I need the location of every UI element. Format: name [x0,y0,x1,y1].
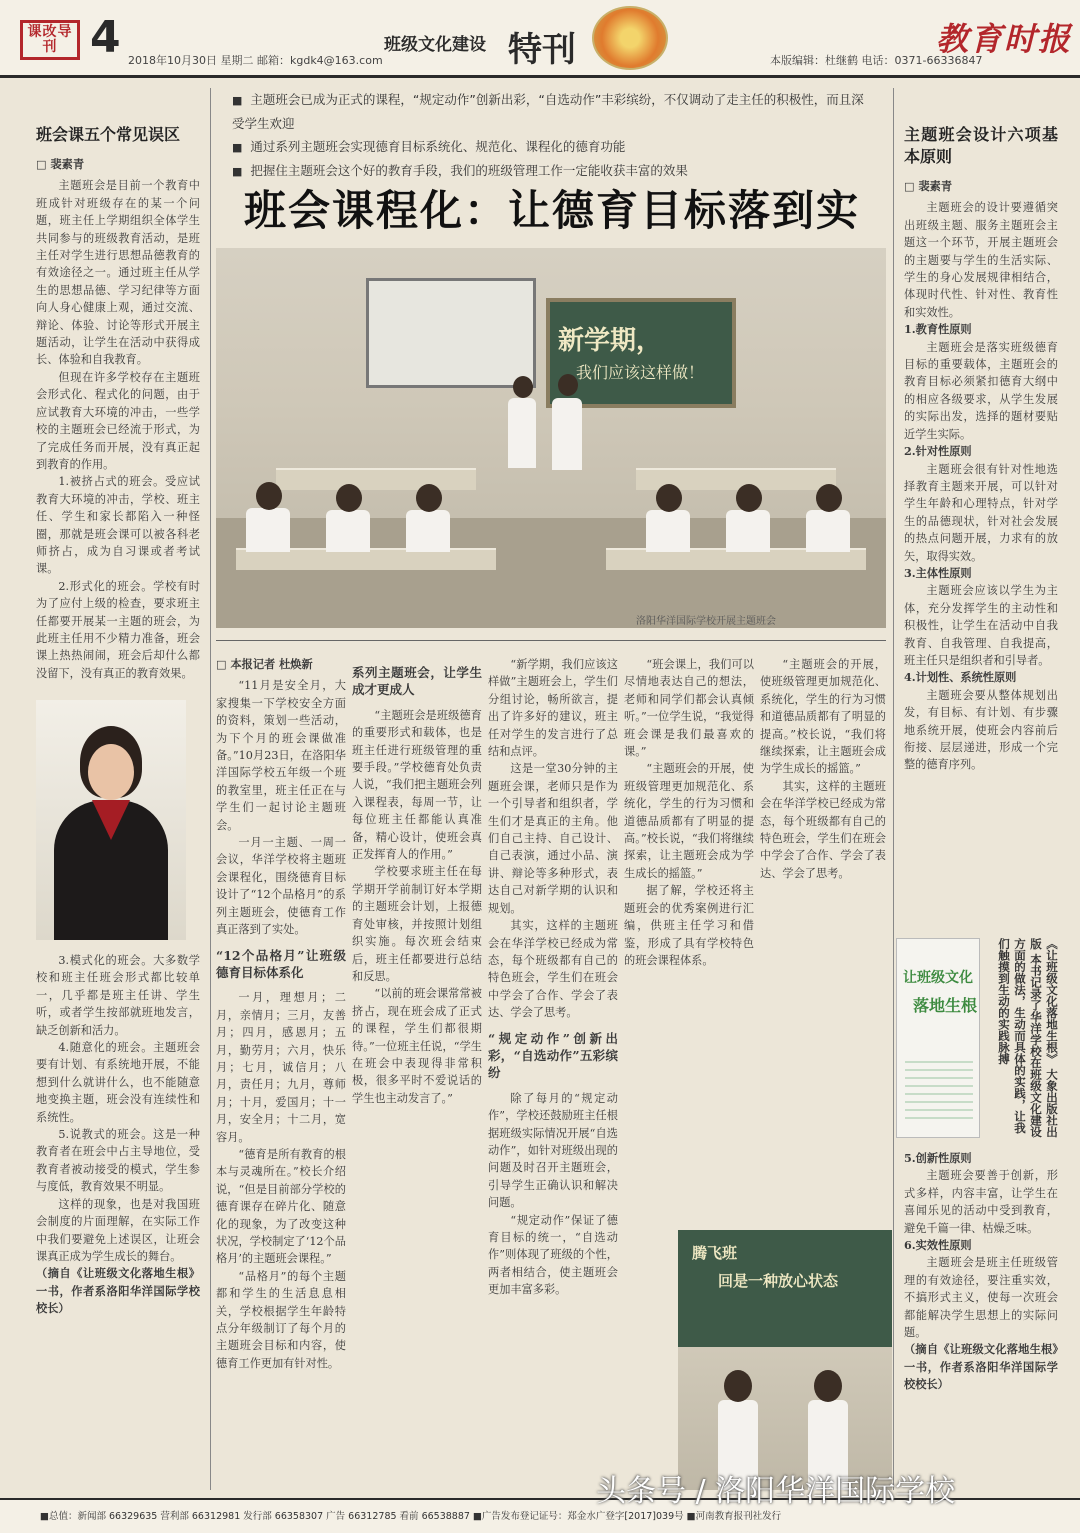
student-seated [726,510,770,552]
paragraph: “班会课上，我们可以尽情地表达自己的想法，老师和同学们都会认真倾听。”一位学生说，“我觉得班会课是我们最喜欢的课。” [624,658,754,759]
student-head [558,374,578,396]
left-article-title: 班会课五个常见误区 [36,125,181,144]
student-seated [646,510,690,552]
summary-bullet: ■ 主题班会已成为正式的课程，“规定动作”创新出彩，“自选动作”丰彩缤纷，不仅调动了走主任的积极性，而且深受学生欢迎 [232,88,872,135]
paragraph: 5.说教式的班会。这是一种教育者在班会中占主导地位，受教育者被动接受的模式，学生参与度低，教育效果不明显。 [36,1128,200,1194]
paragraph: 这是一堂30分钟的主题班会课，老师只是作为一个引导者和组织者，学生们才是真正的主角。他们自己主持、自己设计、自己表演，通过小品、演讲、辩论等多种形式，表达自己对新学期的认识和规划。 [488,762,618,915]
paragraph: 主题班会很有针对性地选择教育主题来开展，可以针对学生年龄和心理特点，针对学生的品德现状，针对社会发展的热点问题开展，力求有的放矢，取得实效。 [904,462,1058,563]
paragraph: 主题班会是班主任班级管理的有效途径，要注重实效，不搞形式主义，使每一次班会都能解决学生思想上的实际问题。 [904,1256,1058,1340]
subheading: 系列主题班会，让学生成才更成人 [352,665,482,698]
principle-heading: 4.计划性、系统性原则 [904,670,1017,685]
portrait-face [88,744,134,800]
right-article-title: 主题班会设计六项基本原则 [904,125,1058,166]
student-head [736,484,762,512]
article-column-5 [760,656,886,1216]
principle-heading: 5.创新性原则 [904,1151,972,1165]
row-rule [216,640,886,641]
paragraph: “以前的班会课常常被挤占，现在班会成了正式的课程，学生们都很期待。”一位班主任说，“学生在班会中表现得非常积极，很多平时不爱说话的学生也主动发言了。” [352,987,482,1105]
kegai-logo: 课改导刊 [20,20,80,60]
paragraph: 3.模式化的班会。大多数学校和班主任班会形式都比较单一，几乎都是班主任讲、学生听，或者学生按部就班地发言，缺乏创新和活力。 [36,954,200,1037]
student-head [816,484,842,512]
paragraph: 这样的现象，也是对我国班会制度的片面理解，在实际工作中我们要避免上述误区，让班会课真正成为学生成长的舞台。 [36,1197,200,1263]
paragraph: “新学期，我们应该这样做”主题班会上，学生们分组讨论，畅所欲言，提出了许多好的建议，班主任对学生的发言进行了总结和点评。 [488,658,618,759]
paragraph: “规定动作”保证了德育目标的统一，“自选动作”则体现了班级的个性，两者相结合，使主题班会更加丰富多彩。 [488,1213,618,1297]
paragraph: “品格月”的每个主题都和学生的生活息息相关，学校根据学生年龄特点分年级制订了每个月的主题班会目标和内容，使德育工作更加有针对性。 [216,1269,346,1370]
source-note: （摘自《让班级文化落地生根》一书，作者系洛阳华洋国际学校校长） [904,1342,1058,1392]
summary-bullet: ■ 通过系列主题班会实现德育目标系统化、规范化、课程化的德育功能 [232,135,872,159]
paragraph: “主题班会的开展，使班级管理更加规范化、系统化，学生的行为习惯和道德品质都有了明显的提高。”校长说，“我们将继续探索，让主题班会成为学生成长的摇篮。” [624,762,754,880]
author-portrait [36,700,186,940]
board-text: 腾飞班 [692,1244,738,1262]
student-seated [406,510,450,552]
paragraph: 主题班会是落实班级德育目标的重要载体，主题班会的教育目标必须紧扣德育大纲中的相应各级要求，从学生发展的实际出发，选择的题材要贴近学生实际。 [904,340,1058,441]
subheading: “规定动作”创新出彩，“自选动作”五彩缤纷 [488,1030,618,1081]
principle-heading: 1.教育性原则 [904,322,972,337]
board-text: 回是一种放心状态 [718,1272,839,1290]
paragraph: 主题班会的设计要遵循突出班级主题、服务主题班会主题这一个环节，开展主题班会的主题要与学生的生活实际、学生的身心发展规律相结合，体现时代性、针对性、教育性和实效性。 [904,201,1058,319]
right-article [904,124,1058,930]
date-line: 2018年10月30日 星期二 邮箱：kgdk4@163.com [128,54,383,67]
principle-heading: 3.主体性原则 [904,565,972,580]
editor-line: 本版编辑：杜继鹤 电话：0371-66336847 [770,54,983,67]
page-number: 4 [90,12,121,63]
book-title: 让班级文化 [903,970,973,986]
watermark: 头条号 / 洛阳华洋国际学校 [596,1474,956,1509]
student-seated [246,508,290,552]
board-text: 新学期， [558,326,663,356]
desk [276,468,476,490]
subheading: “12个品格月”让班级德育目标体系化 [216,947,346,980]
paragraph: 主题班会是目前一个教育中班成针对班级存在的某一个问题，班主任上学期组织全体学生共同参与的班级教育活动，是班主任对学生进行思想品德教育的有效途径之一。通过班主任从学生的思想品德、学习纪律等方面向人身心健康上观，通过交流、辩论、体验、讨论等形式开展主题活动，让学生在活动中获得成长、体验和自我教育。 [36,179,200,367]
paragraph: “主题班会是班级德育的重要形式和载体，也是班主任进行班级管理的重要手段。”学校德育处负责人说，“我们把主题班会列入课程表，每周一节，让每位班主任都能认真准备，精心设计，使班会真正发挥育人的作用。” [352,708,482,862]
student-head [513,376,533,398]
paragraph: 其实，这样的主题班会在华洋学校已经成为常态，每个班级都有自己的特色班会，学生们在班会中学会了合作、学会了表达、学会了思考。 [760,779,886,880]
principle-heading: 2.针对性原则 [904,444,972,459]
principle-heading: 6.实效性原则 [904,1238,972,1253]
section-title: 班级文化建设 [384,35,486,55]
paragraph: “主题班会的开展，使班级管理更加规范化、系统化，学生的行为习惯和道德品质都有了明显的提高。”校长说，“我们将继续探索，让主题班会成为学生成长的摇篮。” [760,658,886,776]
column-rule [893,88,894,1490]
classroom-photo [216,248,886,628]
footer-text: ■总值：新闻部 66329635 营利部 66312981 发行部 66358307 广告 66312785 看前 66538887 ■广告发布登记证号：郑金水广登字[2017]039号 ■河南教育报刊社发行 [40,1511,782,1522]
student-head [416,484,442,512]
right-article-bottom [904,1150,1058,1490]
paragraph: 除了每月的“规定动作”，学校还鼓励班主任根据班级实际情况开展“自选动作”，如针对班级出现的问题及时召开主题班会，引导学生正确认识和解决问题。 [488,1091,618,1210]
reporter-byline: □ 本报记者 杜焕新 [216,657,313,671]
student-standing [508,398,536,468]
board-text: 我们应该这样做！ [576,363,705,382]
paragraph: 但现在许多学校存在主题班会形式化、程式化的问题，由于应试教育大环境的冲击，一些学校的主题班会已经流于形式，为了完成任务而开展，没有真正起到教育的作用。 [36,370,200,471]
column-rule [210,88,211,1490]
class-board-photo [678,1230,892,1490]
paragraph: 2.形式化的班会。学校有时为了应付上级的检查，要求班主任都要开展某一主题的班会，为此班主任用不少精力准备，班会课上热热闹闹，班会后却什么都没留下，没有真正的教育效果。 [36,579,200,680]
book-illustration [905,1059,973,1119]
article-column-4 [624,656,754,1216]
left-article-top [36,124,200,689]
student-head [814,1370,842,1402]
special-label: 特刊 [508,30,576,70]
paragraph: 4.随意化的班会。主题班会要有计划、有系统地开展，不能想到什么就讲什么，也不能随意地变换主题，班会没有连续性和系统性。 [36,1041,200,1124]
paragraph: 1.被挤占式的班会。受应试教育大环境的冲击，学校、班主任、学生和家长都陷入一种怪圈，那就是班会课可以被各科老师挤占，成为自习课或者考试课。 [36,475,200,576]
student-head [724,1370,752,1402]
classroom-floor [216,518,886,628]
projector-screen [366,278,536,388]
article-column-3 [488,656,618,1490]
book-title: 落地生根 [913,996,978,1015]
main-headline: 班会课程化：让德育目标落到实 [243,186,860,235]
student-head [256,482,282,510]
book-caption: 《让班级文化落地生根》 大象出版社出版 本书记录了华洋学校在班级文化建设方面的做法，生动而具体的实践，让我们触摸到生动的实践脉搏 [997,938,1059,1138]
paragraph: 据了解，学校还将主题班会的优秀案例进行汇编，供班主任学习和借鉴，形成了具有学校特色的班会课程体系。 [624,884,754,967]
emblem-icon [592,6,668,70]
paragraph: 其实，这样的主题班会在华洋学校已经成为常态，每个班级都有自己的特色班会，学生们在班会中学会了合作、学会了表达、学会了思考。 [488,919,618,1020]
paper-name: 教育时报 [936,20,1073,58]
paragraph: 一月一主题、一周一会议，华洋学校将主题班会课程化，围绕德育目标设计了“12个品格月”的系列主题班会，使德育工作真正落到了实处。 [216,836,346,937]
student-head [656,484,682,512]
student-seated [326,510,370,552]
summary-bullet: ■ 把握住主题班会这个好的教育手段，我们的班级管理工作一定能收获丰富的效果 [232,159,872,183]
student-head [336,484,362,512]
masthead [0,0,1080,78]
left-article-bottom [36,952,200,1490]
article-column-1 [216,656,346,1490]
student-standing [552,398,582,470]
book-cover [896,938,980,1138]
right-byline: □ 裴素青 [904,179,953,193]
source-note: （摘自《让班级文化落地生根》一书，作者系洛阳华洋国际学校校长） [36,1266,200,1316]
paragraph: “11月是安全月，大家搜集一下学校安全方面的资料，策划一些活动，为下个月的班会课做准备。”10月23日，在洛阳华洋国际学校五年级一个班的教室里，班主任正在与学生们一起讨论主题班会。 [216,679,346,832]
paragraph: 一月，理想月；二月，亲情月；三月，友善月；四月，感恩月；五月，勤劳月；六月，快乐月；七月，诚信月；八月，责任月；九月，尊师月；十月，爱国月；十一月，安全月；十二月，宽容月。 [216,991,346,1144]
paragraph: 主题班会要善于创新，形式多样，内容丰富，让学生在喜闻乐见的活动中受到教育，避免千篇一律、枯燥乏味。 [904,1169,1058,1235]
photo-caption: 洛阳华洋国际学校开展主题班会 [636,616,776,627]
article-column-2 [352,656,482,1490]
student-seated [806,510,850,552]
summary-bullets [232,88,872,183]
paragraph: 学校要求班主任在每学期开学前制订好本学期的主题班会计划，上报德育处审核，并按照计划组织实施。每次班会结束后，班主任都要进行总结和反思。 [352,865,482,983]
paragraph: “德育是所有教育的根本与灵魂所在。”校长介绍说，“但是目前部分学校的德育课存在碎片化、随意化的现象，为了改变这种状况，学校制定了‘12个品格月’的主题班会课程。” [216,1147,346,1266]
left-byline: □ 裴素青 [36,157,85,171]
paragraph: 主题班会要从整体规划出发，有目标、有计划、有步骤地系统开展，使班会内容前后衔接、层层递进，形成一个完整的德育序列。 [904,688,1058,772]
paragraph: 主题班会应该以学生为主体，充分发挥学生的主动性和积极性，让学生在活动中自我教育、自我管理、自我提高，班主任只是组织者和引导者。 [904,584,1058,667]
